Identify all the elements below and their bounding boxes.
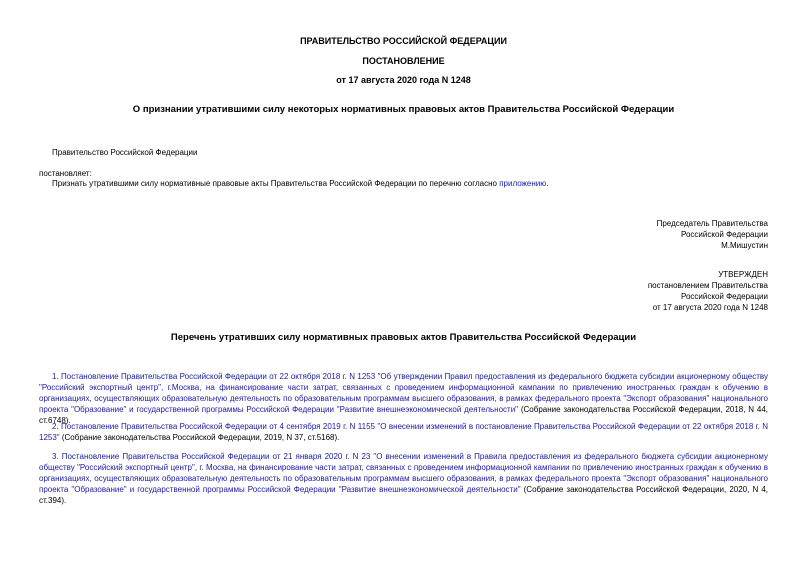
decision-text: Признать утратившими силу нормативные правовые акты Правительства Российской Федерации по перечню согласно [52, 179, 500, 188]
approval-line-4: от 17 августа 2020 года N 1248 [652, 303, 768, 312]
decides-label: постановляет: [39, 169, 92, 178]
approval-line-3: Российской Федерации [681, 292, 768, 301]
list-item-source: (Собрание законодательства Российской Федерации, 2019, N 37, ст.5168). [59, 433, 340, 442]
document-date-number: от 17 августа 2020 года N 1248 [336, 75, 471, 85]
list-item-link[interactable]: 1. Постановление Правительства Российской Федерации от 22 октября 2018 г. N 1253 "Об утверждении Правил предоставления из федерального бюджета субсидии акционерному обществу "Российский экспортный центр", г.Москва, на финансирование части затрат, связанных с проведением информационной кампании по привлечению иностранных граждан к обучению в организациях, осуществляющих образовательную деятельность по образовательным программам высшего образования, в рамках федерального проекта "Экспорт образования" национального проекта "Образование" и государственной программы Российской Федерации "Развитие внешнеэкономической деятельности" [39, 372, 768, 414]
list-item-source: (Собрание законодательства Российской Федерации, 2020, N 4, ст.394). [39, 485, 768, 505]
list-title: Перечень утративших силу нормативных правовых актов Правительства Российской Федерации [170, 332, 637, 343]
signature-name: М.Мишустин [721, 241, 768, 250]
list-item [39, 451, 768, 506]
signature-country: Российской Федерации [681, 230, 768, 239]
government-subject: Правительство Российской Федерации [52, 148, 198, 157]
list-item-source: (Собрание законодательства Российской Федерации, 2018, N 44, ст.6748). [39, 405, 768, 425]
document-type-heading: ПОСТАНОВЛЕНИЕ [362, 56, 445, 66]
list-item-link[interactable]: 2. Постановление Правительства Российской Федерации от 4 сентября 2019 г. N 1155 "О внесении изменений в постановление Правительства Российской Федерации от 22 октября 2018 г. N 1253" [39, 422, 768, 442]
approval-stamp: УТВЕРЖДЕН [718, 270, 768, 279]
approval-block [508, 269, 768, 313]
signature-position: Председатель Правительства [656, 219, 768, 228]
decision-paragraph [52, 178, 548, 189]
appendix-link[interactable]: приложению [499, 179, 547, 188]
document-title: О признании утратившими силу некоторых нормативных правовых актов Правительства Российской Федерации [132, 104, 675, 115]
decision-end: . [546, 179, 549, 188]
list-item [39, 371, 768, 426]
signature-block [508, 218, 768, 251]
approval-line-2: постановлением Правительства [647, 281, 768, 290]
list-item [39, 421, 768, 443]
list-item-link[interactable]: 3. Постановление Правительства Российской Федерации от 21 января 2020 г. N 23 "О внесении изменений в Правила предоставления из федерального бюджета субсидии акционерному обществу "Российский экспортный центр", г. Москва, на финансирование части затрат, связанных с проведением информационной кампании по привлечению иностранных граждан к обучению в организациях, осуществляющих образовательную деятельность по образовательным программам высшего образования, в рамках федерального проекта "Экспорт образования" национального проекта "Образование" и государственной программы Российской Федерации "Развитие внешнеэкономической деятельности" [39, 452, 768, 494]
organization-heading: ПРАВИТЕЛЬСТВО РОССИЙСКОЙ ФЕДЕРАЦИИ [300, 36, 507, 46]
